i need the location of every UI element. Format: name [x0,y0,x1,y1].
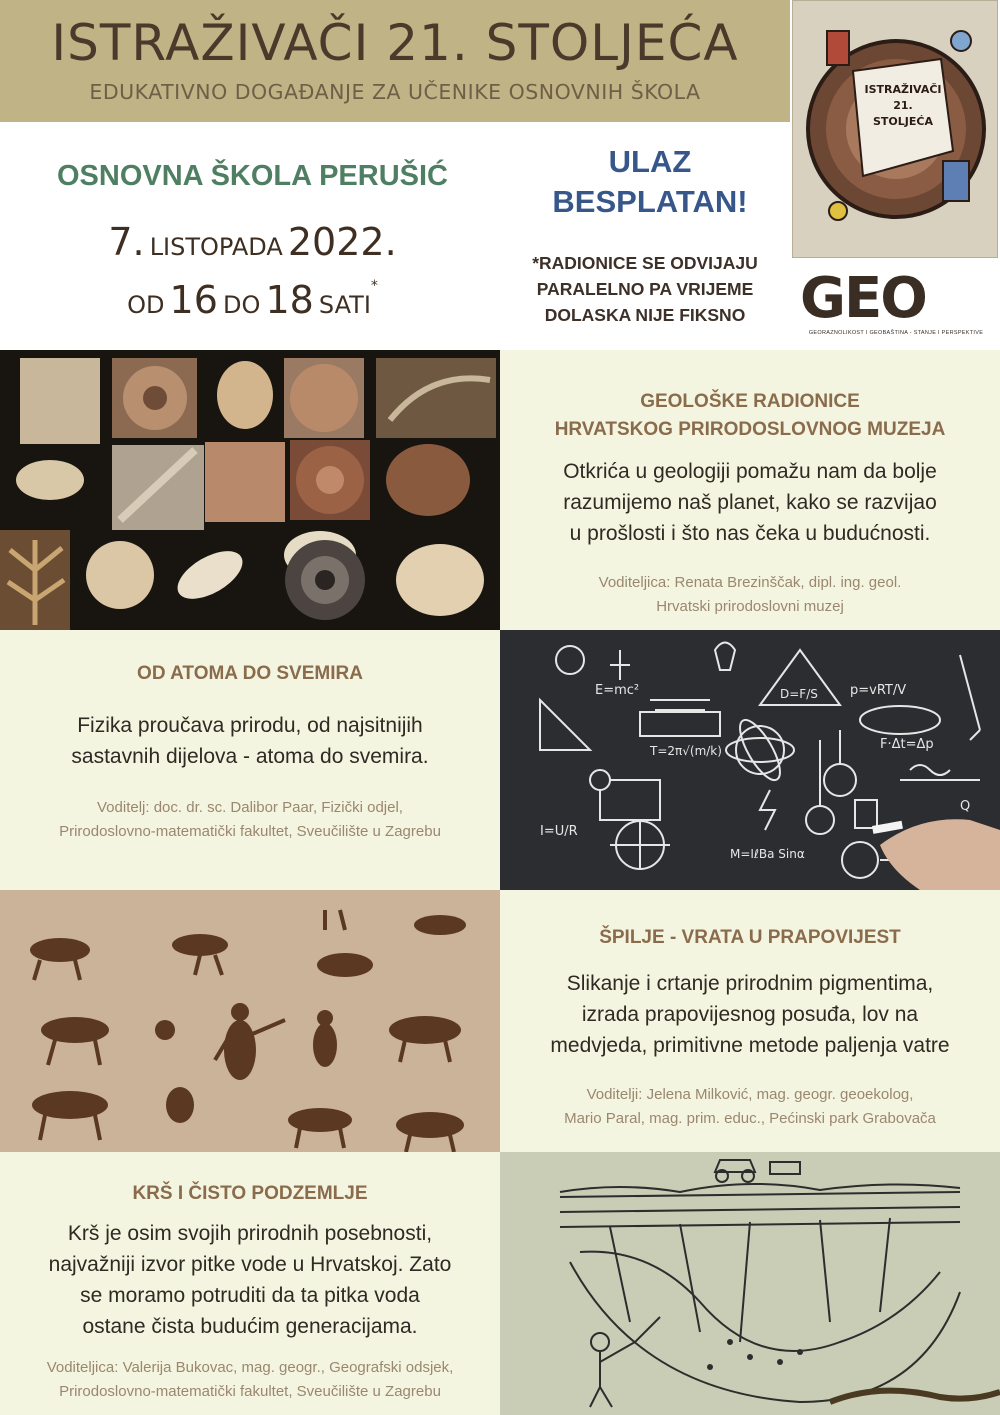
date-day: 7. [108,220,145,264]
fossils-image [0,350,500,630]
event-info [0,122,790,350]
leader-line: Voditeljica: Valerija Bukovac, mag. geogr., Geografski odsjek, [46,1359,454,1376]
workshop-caves-leader [500,1083,1000,1131]
description-line: ostane čista budućim generacijama. [82,1315,418,1338]
description-line: Slikanje i crtanje prirodnim pigmentima, [566,972,934,995]
title-line: KRŠ I ČISTO PODZEMLJE [132,1183,368,1204]
workshop-geology-leader [500,571,1000,619]
workshop-geology-text [500,388,1000,619]
description-line: najvažniji izvor pitke vode u Hrvatskoj. Zato [48,1253,452,1276]
formula-pressure: p=vRT/V [850,683,907,698]
workshop-caves-description [500,968,1000,1061]
title-line: GEOLOŠKE RADIONICE [640,391,860,412]
leader-line: Hrvatski prirodoslovni muzej [656,598,844,615]
leader-line: Voditelj: doc. dr. sc. Dalibor Paar, Fizički odjel, [97,799,403,816]
workshop-caves-text [500,924,1000,1131]
workshop-geology-title [500,388,1000,444]
cave-paintings-image [0,890,500,1152]
description-line: Krš je osim svojih prirodnih posebnosti, [67,1222,433,1245]
workshop-geology-description [500,456,1000,549]
page-subtitle: EDUKATIVNO DOGAĐANJE ZA UČENIKE OSNOVNIH ŠKOLA [89,80,701,104]
workshop-row-physics [0,630,1000,890]
time-from: 16 [169,278,218,322]
time-to: 18 [265,278,314,322]
logo-column [790,0,1000,350]
formula-period: T=2π√(m/k) [650,744,722,758]
event-time [0,278,505,322]
school-name: OSNOVNA ŠKOLA PERUŠIĆ [56,160,448,192]
leader-line: Prirodoslovno-matematički fakultet, Sveučilište u Zagrebu [59,823,441,840]
workshop-row-karst [0,1152,1000,1415]
description-line: razumijemo naš planet, kako se razvijao [563,491,937,514]
poster-drawing [793,1,998,258]
workshop-physics-text [0,660,500,844]
title-line: OD ATOMA DO SVEMIRA [137,663,363,684]
entry-line-1: ULAZ [608,144,692,179]
formula-torque: M=IℓBa Sinα [730,847,805,861]
description-line: Fizika proučava prirodu, od najsitnijih [77,714,423,737]
poster-text-3: STOLJEĆA [873,115,933,128]
formula-impulse: F·Δt=Δp [880,737,934,752]
description-line: u prošlosti i što nas čeka u budućnosti. [569,522,931,545]
workshop-row-geology [0,350,1000,630]
note-line-2: PARALELNO PA VRIJEME [536,279,754,299]
description-line: Otkrića u geologiji pomažu nam da bolje [563,460,937,483]
cave-paintings-drawing [0,890,500,1152]
entry-line-2: BESPLATAN! [552,184,748,219]
chalkboard-image [500,630,1000,890]
leader-line: Mario Paral, mag. prim. educ., Pećinski park Grabovača [564,1110,936,1127]
formula-density: D=F/S [780,687,818,701]
description-line: se moramo potruditi da ta pitka voda [80,1284,420,1307]
page-title: ISTRAŽIVAČI 21. STOLJEĆA [51,14,739,72]
leader-line: Voditelji: Jelena Milković, mag. geogr. geoekolog, [586,1086,914,1103]
note-line-3: DOLASKA NIJE FIKSNO [544,305,746,325]
workshop-physics-description [0,710,500,772]
parallel-workshops-note [505,250,785,328]
event-poster-image [792,0,998,258]
workshop-caves-title [500,924,1000,952]
karst-sketch-drawing [500,1152,1000,1415]
chalkboard-drawing [500,630,1000,890]
formula-charge: Q [960,799,971,814]
workshop-karst-description [0,1218,500,1342]
poster-text-1: ISTRAŽIVAČI [864,83,942,96]
event-date [0,220,505,264]
time-unit: SATI [318,291,371,319]
time-footnote-mark: * [370,278,378,294]
title-line: HRVATSKOG PRIRODOSLOVNOG MUZEJA [554,419,946,440]
leader-line: Voditeljica: Renata Brezinščak, dipl. ing. geol. [598,574,902,591]
time-from-word: OD [127,291,165,319]
poster-text-2: 21. [893,99,913,112]
description-line: medvjeda, primitivne metode paljenja vatre [550,1034,950,1057]
time-to-word: DO [223,291,261,319]
workshop-physics-leader [0,796,500,844]
note-line-1: *RADIONICE SE ODVIJAJU [532,253,758,273]
free-entry-notice [500,142,800,222]
leader-line: Prirodoslovno-matematički fakultet, Sveučilište u Zagrebu [59,1383,441,1400]
geo-logo-tagline: GEORAZNOLIKOST I GEOBAŠTINA - STANJE I PERSPEKTIVE [808,330,984,336]
fossils-collage [0,350,500,630]
description-line: izrada prapovijesnog posuđa, lov na [581,1003,919,1026]
formula-energy: E=mc² [595,683,640,698]
workshop-physics-title [0,660,500,688]
workshop-karst-leader [0,1356,500,1404]
geo-logo [792,262,998,348]
date-year: 2022. [287,220,397,264]
geo-logo-word: GEO [800,266,926,331]
title-line: ŠPILJE - VRATA U PRAPOVIJEST [599,927,901,948]
formula-ohm: I=U/R [540,824,578,839]
workshop-karst-title [0,1180,500,1208]
workshop-row-caves [0,890,1000,1152]
karst-sketch-image [500,1152,1000,1415]
description-line: sastavnih dijelova - atoma do svemira. [71,745,429,768]
workshop-karst-text [0,1180,500,1404]
date-month: LISTOPADA [149,233,283,261]
